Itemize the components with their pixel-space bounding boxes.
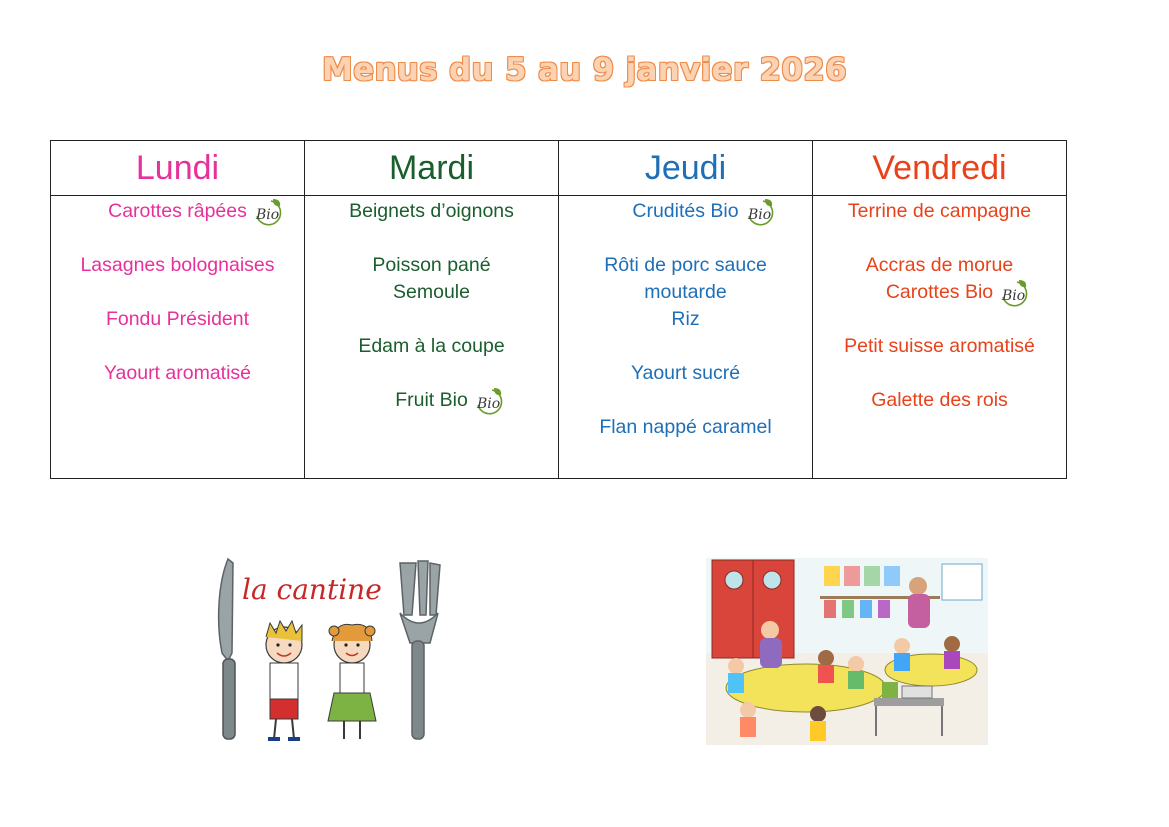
dish-spacer [813,306,1066,333]
dish-label: Flan nappé caramel [599,416,772,438]
dish-item [559,360,812,387]
weekly-menu-table [50,140,1067,479]
dish-label: Poisson pané [372,254,491,276]
la-cantine-illustration [214,553,444,745]
dish-item [559,414,812,441]
dishes-cell-lundi [51,196,305,479]
dish-label: Terrine de campagne [847,200,1032,222]
dish-spacer [305,306,558,333]
bio-leaf-icon [743,196,775,228]
dish-item [51,306,304,333]
dish-item [305,198,558,225]
dish-label: Lasagnes bolognaises [80,254,275,276]
dish-item [51,360,304,387]
la-cantine-logo-text: la cantine [242,573,382,606]
dish-spacer [305,360,558,387]
dish-item [51,198,304,225]
dish-label: Crudités Bio Bio [632,198,738,225]
bio-leaf-icon [251,196,283,228]
dish-item [559,252,812,279]
day-header-jeudi: Jeudi [559,141,813,196]
dish-label: moutarde [644,281,727,303]
dishes-row [51,196,1067,479]
dish-item [813,279,1066,306]
dish-item [559,279,812,306]
dish-label: Riz [671,308,700,330]
dish-item [305,252,558,279]
dish-item [51,252,304,279]
dish-spacer [559,333,812,360]
dish-spacer [51,225,304,252]
dishes-cell-vendredi [813,196,1067,479]
page-title: Menus du 5 au 9 janvier 2026 [321,52,848,88]
girl-figure [328,624,376,739]
svg-text:Bio: Bio [255,207,280,223]
dish-item [813,333,1066,360]
dish-label: Yaourt sucré [630,362,741,384]
svg-text:Bio: Bio [1002,288,1026,304]
dish-spacer [813,360,1066,387]
bio-leaf-icon [997,277,1029,309]
dish-spacer [51,279,304,306]
bio-leaf-icon [472,385,504,417]
dish-item [813,387,1066,414]
dish-label: Carottes râpées Bio [108,198,247,225]
day-header-mardi: Mardi [305,141,559,196]
dish-item [813,252,1066,279]
dish-label: Rôti de porc sauce [604,254,767,276]
dish-item [305,387,558,414]
dishes-cell-mardi [305,196,559,479]
dish-item [305,279,558,306]
dish-item [559,306,812,333]
boy-figure [266,621,302,739]
svg-text:Bio: Bio [747,207,771,223]
canteen-scene-illustration [706,558,988,745]
dish-label: Semoule [393,281,470,303]
svg-text:Bio: Bio [476,396,500,412]
dish-label: Fondu Président [105,308,250,330]
dish-label: Accras de morue [865,254,1014,276]
dish-item [305,333,558,360]
dish-spacer [51,333,304,360]
dish-item [559,198,812,225]
day-header-vendredi: Vendredi [813,141,1067,196]
dishes-cell-jeudi [559,196,813,479]
dish-item [813,198,1066,225]
dish-label: Fruit Bio Bio [395,387,468,414]
dish-spacer [559,387,812,414]
dish-spacer [559,225,812,252]
day-header-lundi: Lundi [51,141,305,196]
dish-label: Yaourt aromatisé [103,362,252,384]
dish-label: Galette des rois [871,389,1008,411]
dish-label: Petit suisse aromatisé [844,335,1035,357]
dish-spacer [305,225,558,252]
dish-label: Edam à la coupe [358,335,505,357]
day-header-row [51,141,1067,196]
dish-label: Beignets d’oignons [349,200,514,222]
dish-spacer [813,225,1066,252]
dish-label: Carottes Bio Bio [886,279,993,306]
